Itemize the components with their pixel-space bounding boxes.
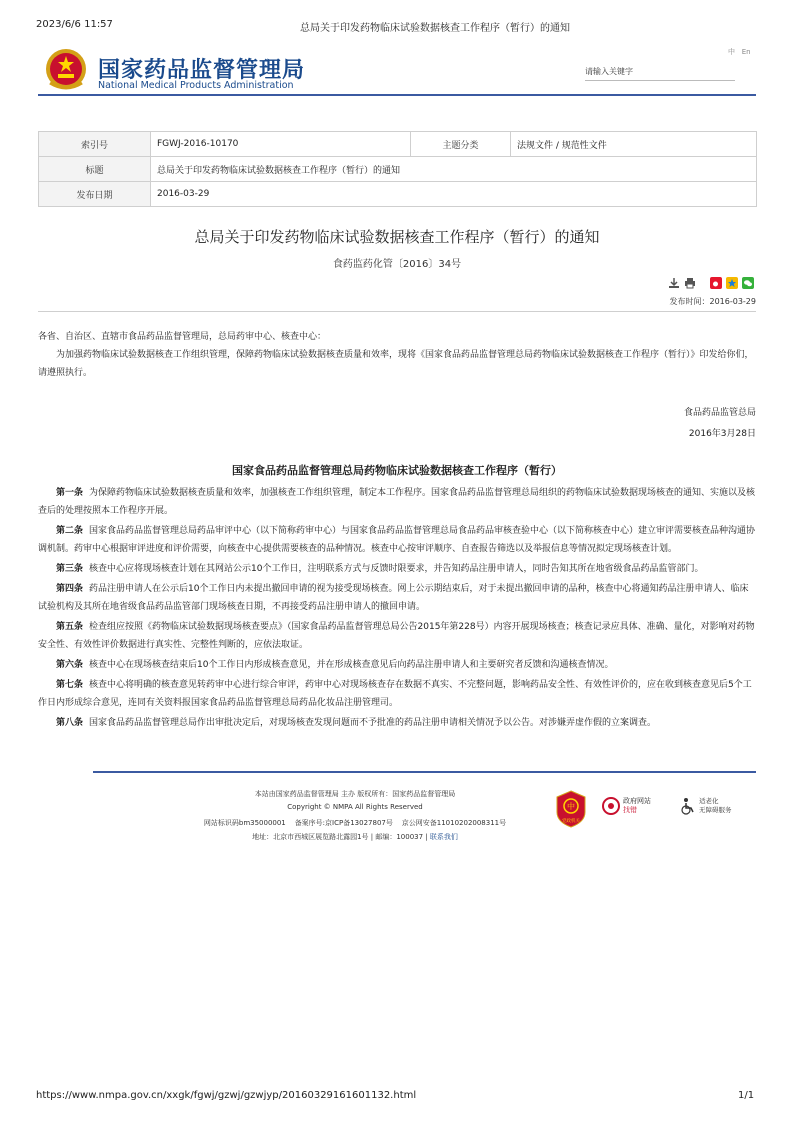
national-emblem-icon[interactable] xyxy=(44,47,88,93)
search-input[interactable]: 请输入关键字 xyxy=(585,66,735,81)
category-value: 法规文件 / 规范性文件 xyxy=(511,132,757,157)
footer-rule xyxy=(93,771,756,773)
rule-title: 国家食品药品监督管理总局药物临床试验数据核查工作程序（暂行） xyxy=(232,464,562,477)
footer-registration xyxy=(180,818,530,828)
site-name-cn[interactable]: 国家药品监督管理局 xyxy=(98,58,306,83)
party-badge-label: 党政机关 xyxy=(562,819,580,824)
index-value: FGWJ-2016-10170 xyxy=(151,132,411,157)
article-text: 国家食品药品监督管理总局药品审评中心（以下简称药审中心）与国家食品药品监督管理总局食品药品审核查验中心（以下简称核查中心）建立审评需要核查品种沟通协调机制。药审中心根据审评进度和评价需要，向核查中心提供需要核查的品种情况。核查中心按审评顺序、自查报告筛选以及举报信息等情况拟定现场核查计划。 xyxy=(38,526,756,554)
print-page-number: 1/1 xyxy=(738,1090,755,1101)
document-title: 总局关于印发药物临床试验数据核查工作程序（暂行）的通知 xyxy=(194,228,600,246)
lang-cn-link[interactable]: 中 xyxy=(728,48,735,56)
address-text: 地址：北京市西城区展览路北露园1号 | 邮编：100037 | xyxy=(252,833,428,841)
article-number: 第四条 xyxy=(56,584,84,594)
accessibility-badge[interactable] xyxy=(680,797,732,815)
gov-site-error-badge[interactable] xyxy=(602,797,651,815)
site-id: 网站标识码bm35000001 xyxy=(203,819,286,827)
meta-row xyxy=(39,132,757,157)
article xyxy=(38,580,756,616)
share-toolbar xyxy=(668,272,754,288)
publish-time: 发布时间：2016-03-29 xyxy=(669,297,756,306)
article-number: 第六条 xyxy=(56,660,84,670)
print-icon[interactable] xyxy=(684,274,696,286)
addressees: 各省、自治区、直辖市食品药品监督管理局，总局药审中心、核查中心： xyxy=(38,332,327,342)
date-label: 发布日期 xyxy=(39,182,151,207)
document-number: 食药监药化管〔2016〕34号 xyxy=(332,259,462,270)
article xyxy=(38,676,756,712)
article-text: 检查组应按照《药物临床试验数据现场核查要点》（国家食品药品监督管理总局公告2015年第228号）内容开展现场核查；核查记录应具体、准确、量化，对影响对药物安全性、有效性评价数据进行真实性、完整性判断的，应依法取证。 xyxy=(38,622,755,650)
article-text: 核查中心将明确的核查意见转药审中心进行综合审评，药审中心对现场核查存在数据不真实、不完整问题，影响药品安全性、有效性评价的，应在收到核查意见后5个工作日内形成综合意见，连同有关资料报国家食品药品监督管理总局药品化妆品注册管理司。 xyxy=(38,680,752,708)
signer: 食品药品监管总局 xyxy=(683,408,756,418)
article xyxy=(38,484,756,520)
articles xyxy=(38,484,756,734)
party-government-badge[interactable] xyxy=(555,790,587,828)
wheelchair-icon xyxy=(680,797,696,815)
svg-text:中: 中 xyxy=(567,802,575,811)
article xyxy=(38,522,756,558)
gov-site-icon xyxy=(602,797,620,815)
article-number: 第八条 xyxy=(56,718,84,728)
meta-row xyxy=(39,182,757,207)
print-url: https://www.nmpa.gov.cn/xxgk/fgwj/gzwj/gzwjyp/20160329161601132.html xyxy=(36,1090,417,1101)
footer-sponsor: 本站由国家药品监督管理局 主办 版权所有：国家药品监督管理局 xyxy=(254,790,456,798)
intro-paragraph: 为加强药物临床试验数据核查工作组织管理，保障药物临床试验数据核查质量和效率，现将《国家食品药品监督管理总局药物临床试验数据核查工作程序（暂行）》印发给你们，请遵照执行。 xyxy=(38,350,754,378)
article-number: 第二条 xyxy=(56,526,84,536)
gov-error-label: 找错 xyxy=(623,806,637,814)
contact-us-link[interactable]: 联系我们 xyxy=(429,833,458,841)
article-number: 第一条 xyxy=(56,488,84,498)
wechat-share-icon[interactable] xyxy=(742,274,754,286)
article xyxy=(38,656,756,674)
sign-date: 2016年3月28日 xyxy=(688,429,756,439)
article-number: 第七条 xyxy=(56,680,84,690)
article-text: 核查中心应将现场核查计划在其网站公示10个工作日，注明联系方式与反馈时限要求，并告知药品注册申请人，同时告知其所在地省级食品药品监管部门。 xyxy=(89,564,704,574)
title-value: 总局关于印发药物临床试验数据核查工作程序（暂行）的通知 xyxy=(151,157,757,182)
print-page-title: 总局关于印发药物临床试验数据核查工作程序（暂行）的通知 xyxy=(300,23,570,34)
article-text: 为保障药物临床试验数据核查质量和效率，加强核查工作组织管理，制定本工作程序。国家食品药品监督管理总局组织的药物临床试验数据现场核查的通知、实施以及核查后的处理按照本工作程序开展。 xyxy=(38,488,756,516)
article-number: 第三条 xyxy=(56,564,84,574)
category-label: 主题分类 xyxy=(411,132,511,157)
lang-en-link[interactable]: En xyxy=(741,48,751,56)
article-text: 国家食品药品监督管理总局作出审批决定后，对现场核查发现问题而不予批准的药品注册申请相关情况予以公告。对涉嫌弄虚作假的立案调查。 xyxy=(89,718,657,728)
metadata-table xyxy=(38,131,757,207)
icp-link[interactable]: 备案序号:京ICP备13027807号 xyxy=(294,819,393,827)
accessible-label-1: 适老化 xyxy=(699,797,719,805)
accessible-label-2: 无障碍服务 xyxy=(699,806,732,814)
footer-copyright: Copyright © NMPA All Rights Reserved xyxy=(287,803,423,811)
article xyxy=(38,714,756,732)
article-text: 药品注册申请人在公示后10个工作日内未提出撤回申请的视为接受现场核查。网上公示期结束后，对于未提出撤回申请的品种，核查中心将通知药品注册申请人、临床试验机构及其所在地省级食品药品监管部门现场核查日期，不再接受药品注册申请人的撤回申请。 xyxy=(38,584,749,612)
article xyxy=(38,618,756,654)
police-record-link[interactable]: 京公网安备11010202008311号 xyxy=(401,819,507,827)
header-rule xyxy=(38,94,756,96)
index-label: 索引号 xyxy=(39,132,151,157)
article xyxy=(38,560,756,578)
content-rule xyxy=(38,311,756,312)
article-text: 核查中心在现场核查结束后10个工作日内形成核查意见，并在形成核查意见后向药品注册申请人和主要研究者反馈和沟通核查情况。 xyxy=(89,660,614,670)
weibo-share-icon[interactable] xyxy=(710,274,722,286)
print-datetime: 2023/6/6 11:57 xyxy=(36,19,113,30)
language-switch xyxy=(728,47,751,57)
site-name-en: National Medical Products Administration xyxy=(98,80,294,91)
download-icon[interactable] xyxy=(668,274,680,286)
gov-site-label: 政府网站 xyxy=(623,797,651,805)
date-value: 2016-03-29 xyxy=(151,182,757,207)
title-label: 标题 xyxy=(39,157,151,182)
article-number: 第五条 xyxy=(56,622,84,632)
meta-row xyxy=(39,157,757,182)
qzone-share-icon[interactable] xyxy=(726,274,738,286)
footer-address xyxy=(180,832,530,842)
